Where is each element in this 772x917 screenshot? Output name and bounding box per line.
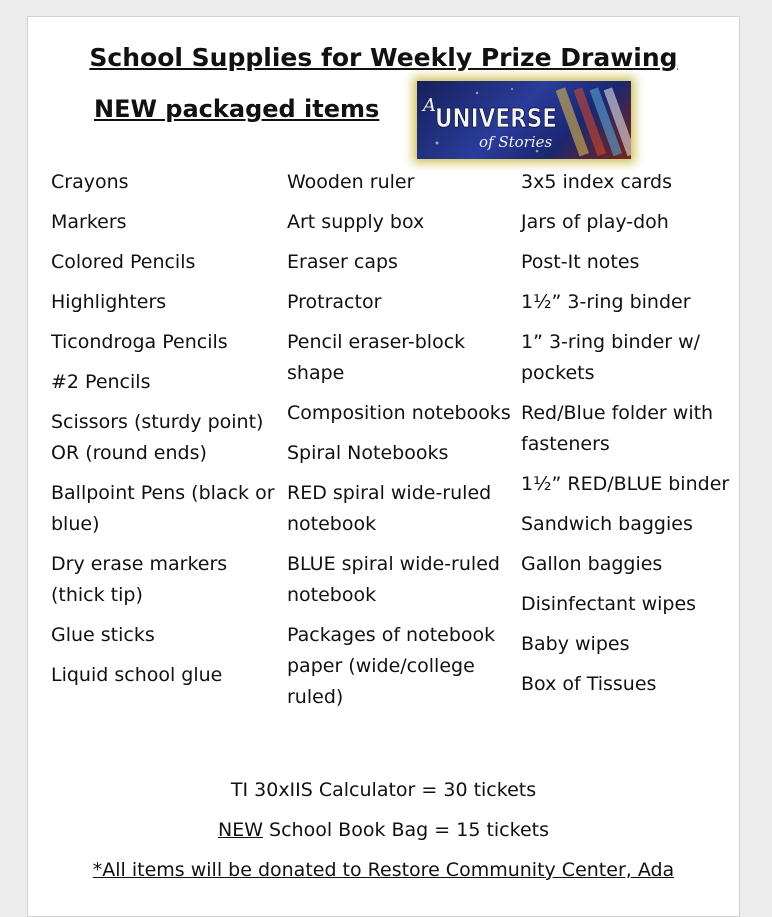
supply-column-3 bbox=[521, 167, 736, 709]
list-item: Wooden ruler bbox=[287, 171, 415, 193]
list-item: Liquid school glue bbox=[51, 664, 223, 686]
universe-of-stories-logo bbox=[417, 81, 631, 159]
supply-column-2 bbox=[287, 167, 517, 722]
logo-word: UNIVERSE bbox=[435, 104, 557, 134]
list-item: Disinfectant wipes bbox=[521, 593, 697, 615]
list-item: Spiral Notebooks bbox=[287, 442, 449, 464]
list-item: Ballpoint Pens (black or blue) bbox=[51, 482, 275, 535]
list-item: Crayons bbox=[51, 171, 129, 193]
logo-letter-a: A bbox=[423, 95, 436, 116]
section-heading: NEW packaged items bbox=[94, 95, 380, 123]
supply-column-1 bbox=[51, 167, 281, 700]
list-item: Sandwich baggies bbox=[521, 513, 693, 535]
list-item: Eraser caps bbox=[287, 251, 398, 273]
page-title: School Supplies for Weekly Prize Drawing bbox=[89, 43, 678, 72]
new-label: NEW bbox=[218, 819, 264, 841]
list-item: Gallon baggies bbox=[521, 553, 663, 575]
list-item: Packages of notebook paper (wide/college ruled) bbox=[287, 624, 496, 708]
list-item: 1½” 3-ring binder bbox=[521, 291, 691, 313]
donation-footnote: *All items will be donated to Restore Community Center, Ada bbox=[92, 859, 675, 881]
list-item: Pencil eraser-block shape bbox=[287, 331, 466, 384]
list-item: Highlighters bbox=[51, 291, 167, 313]
list-item: Box of Tissues bbox=[521, 673, 657, 695]
bookbag-prize-text: School Book Bag = 15 tickets bbox=[263, 819, 549, 841]
logo-graphic bbox=[417, 81, 631, 159]
list-item: 1” 3-ring binder w/ pockets bbox=[521, 331, 701, 384]
calculator-prize-line: TI 30xIIS Calculator = 30 tickets bbox=[230, 779, 537, 801]
list-item: BLUE spiral wide-ruled notebook bbox=[287, 553, 500, 606]
list-item: Art supply box bbox=[287, 211, 425, 233]
list-item: 3x5 index cards bbox=[521, 171, 673, 193]
list-item: Protractor bbox=[287, 291, 382, 313]
list-item: Ticondroga Pencils bbox=[51, 331, 228, 353]
list-item: 1½” RED/BLUE binder bbox=[521, 473, 730, 495]
list-item: Jars of play-doh bbox=[521, 211, 669, 233]
document-page bbox=[27, 16, 740, 917]
bookbag-prize-line bbox=[28, 819, 739, 841]
list-item: Composition notebooks bbox=[287, 402, 511, 424]
list-item: Post-It notes bbox=[521, 251, 640, 273]
list-item: Red/Blue folder with fasteners bbox=[521, 402, 714, 455]
logo-tagline: of Stories bbox=[479, 133, 553, 151]
list-item: #2 Pencils bbox=[51, 371, 151, 393]
list-item: Baby wipes bbox=[521, 633, 630, 655]
list-item: Colored Pencils bbox=[51, 251, 196, 273]
list-item: Scissors (sturdy point) OR (round ends) bbox=[51, 411, 264, 464]
list-item: Markers bbox=[51, 211, 127, 233]
list-item: Dry erase markers (thick tip) bbox=[51, 553, 228, 606]
list-item: Glue sticks bbox=[51, 624, 155, 646]
list-item: RED spiral wide-ruled notebook bbox=[287, 482, 492, 535]
